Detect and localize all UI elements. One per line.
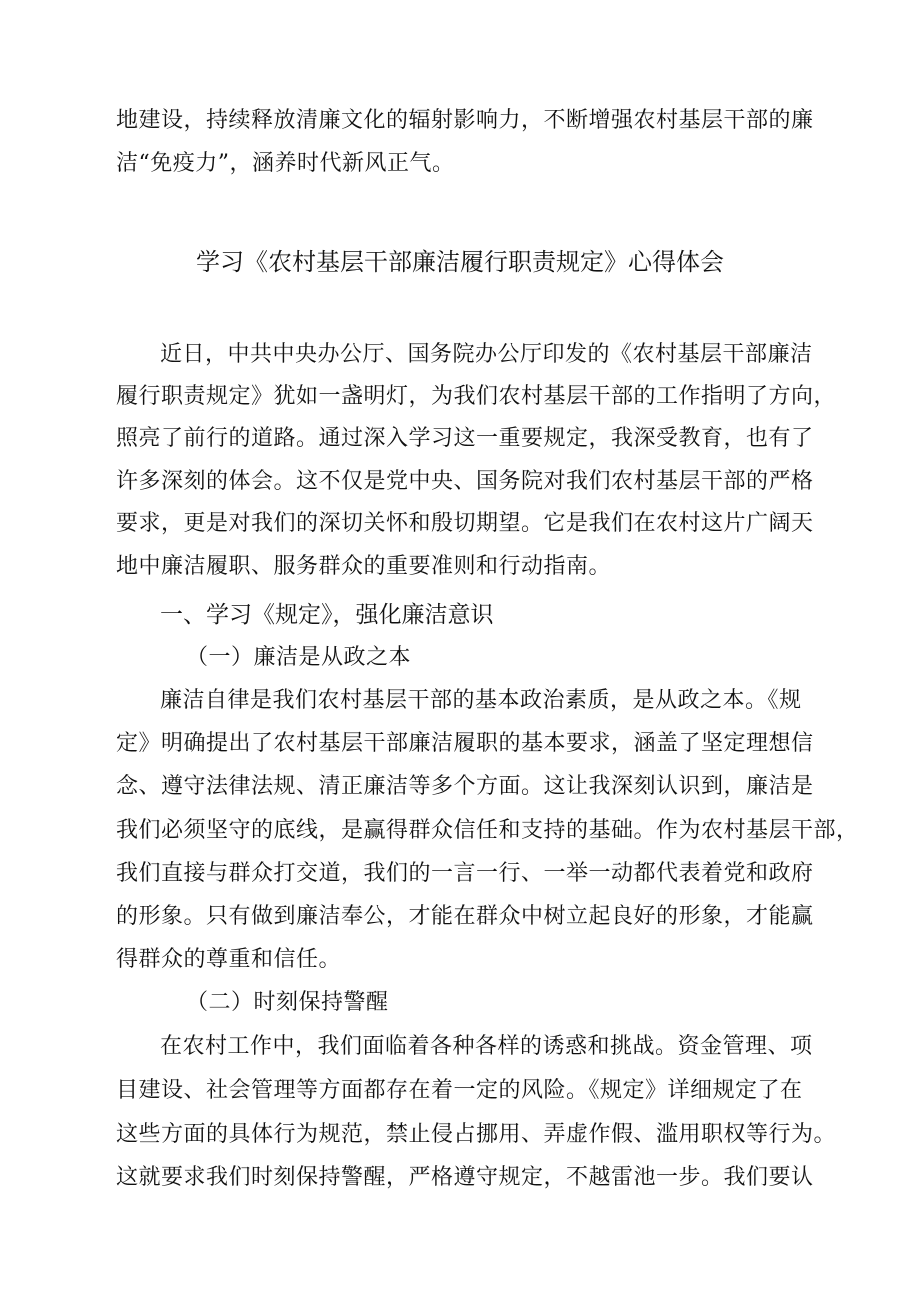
top-paragraph-line: 地建设，持续释放清廉文化的辐射影响力，不断增强农村基层干部的廉 bbox=[116, 108, 814, 133]
top-paragraph-line: 洁“免疫力”，涵养时代新风正气。 bbox=[116, 151, 455, 176]
section-heading: 一、学习《规定》，强化廉洁意识 bbox=[160, 602, 494, 628]
subsection-paragraph-line: 的形象。只有做到廉洁奉公，才能在群众中树立起良好的形象，才能赢 bbox=[116, 904, 814, 929]
intro-paragraph-line: 地中廉洁履职、服务群众的重要准则和行动指南。 bbox=[116, 554, 612, 579]
subsection-paragraph-line: 廉洁自律是我们农村基层干部的基本政治素质，是从政之本。《规 bbox=[160, 688, 802, 713]
subsection-paragraph-line: 目建设、社会管理等方面都存在着一定的风险。《规定》详细规定了在 bbox=[116, 1078, 803, 1103]
subsection-paragraph-line: 这就要求我们时刻保持警醒，严格遵守规定，不越雷池一步。我们要认 bbox=[116, 1165, 814, 1190]
intro-paragraph-line: 履行职责规定》犹如一盏明灯，为我们农村基层干部的工作指明了方向， bbox=[116, 384, 837, 409]
intro-paragraph-line: 要求，更是对我们的深切关怀和殷切期望。它是我们在农村这片广阔天 bbox=[116, 511, 814, 536]
intro-paragraph-line: 照亮了前行的道路。通过深入学习这一重要规定，我深受教育，也有了 bbox=[116, 426, 814, 451]
subsection-paragraph-line: 念、遵守法律法规、清正廉洁等多个方面。这让我深刻认识到，廉洁是 bbox=[116, 774, 814, 799]
subsection-paragraph-line: 我们必须坚守的底线，是赢得群众信任和支持的基础。作为农村基层干部， bbox=[116, 818, 859, 843]
subsection-heading: （一）廉洁是从政之本 bbox=[186, 645, 412, 670]
subsection-paragraph-line: 定》明确提出了农村基层干部廉洁履职的基本要求，涵盖了坚定理想信 bbox=[116, 731, 814, 756]
subsection-paragraph-line: 我们直接与群众打交道，我们的一言一行、一举一动都代表着党和政府 bbox=[116, 861, 814, 886]
document-title: 学习《农村基层干部廉洁履行职责规定》心得体会 bbox=[196, 248, 724, 276]
subsection-paragraph-line: 在农村工作中，我们面临着各种各样的诱惑和挑战。资金管理、项 bbox=[160, 1034, 813, 1059]
subsection-paragraph-line: 得群众的尊重和信任。 bbox=[116, 947, 342, 972]
subsection-heading: （二）时刻保持警醒 bbox=[186, 990, 389, 1015]
subsection-paragraph-line: 这些方面的具体行为规范，禁止侵占挪用、弄虚作假、滥用职权等行为。 bbox=[116, 1122, 837, 1147]
intro-paragraph-line: 许多深刻的体会。这不仅是党中央、国务院对我们农村基层干部的严格 bbox=[116, 469, 814, 494]
intro-paragraph-line: 近日，中共中央办公厅、国务院办公厅印发的《农村基层干部廉洁 bbox=[160, 342, 813, 367]
